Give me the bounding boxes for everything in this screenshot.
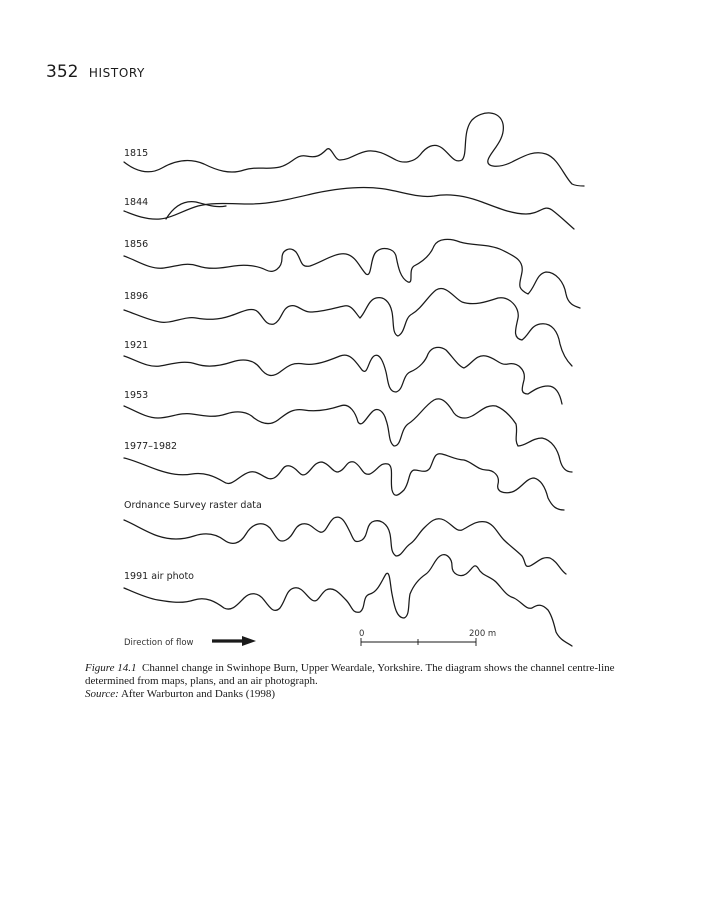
scale-start-label: 0: [359, 629, 365, 639]
page-number: 352: [46, 62, 79, 82]
scale-end-label: 200 m: [469, 629, 497, 639]
label-1856: 1856: [124, 239, 149, 250]
channel-line-1815: [124, 113, 584, 186]
label-1844: 1844: [124, 197, 149, 208]
channel-line-1953: [124, 399, 572, 472]
flow-direction-arrow-icon: [212, 636, 256, 646]
label-1977-1982: 1977–1982: [124, 441, 178, 452]
source-label: Source:: [85, 688, 119, 700]
flow-direction-label: Direction of flow: [124, 638, 194, 648]
figure-caption: [85, 662, 645, 701]
channel-line-1921: [124, 347, 562, 404]
caption-text: Channel change in Swinhope Burn, Upper Weardale, Yorkshire. The diagram shows the channel centre-line determined from maps, plans, and an air photograph.: [85, 662, 615, 687]
source-text: After Warburton and Danks (1998): [120, 688, 276, 700]
channel-line-1991-air-photo: [124, 555, 572, 646]
label-1896: 1896: [124, 291, 149, 302]
channel-line-ordnance-survey: [124, 517, 566, 574]
section-title: HISTORY: [88, 66, 145, 80]
channel-line-1856: [124, 239, 580, 308]
scale-bar: [361, 638, 476, 646]
label-ordnance-survey: Ordnance Survey raster data: [124, 500, 262, 511]
channel-line-1844: [124, 187, 574, 229]
label-1921: 1921: [124, 340, 149, 351]
label-1991-air-photo: 1991 air photo: [124, 571, 194, 582]
channel-line-1896: [124, 289, 572, 366]
label-1815: 1815: [124, 148, 149, 159]
label-1953: 1953: [124, 390, 149, 401]
figure-number: Figure 14.1: [85, 662, 137, 674]
